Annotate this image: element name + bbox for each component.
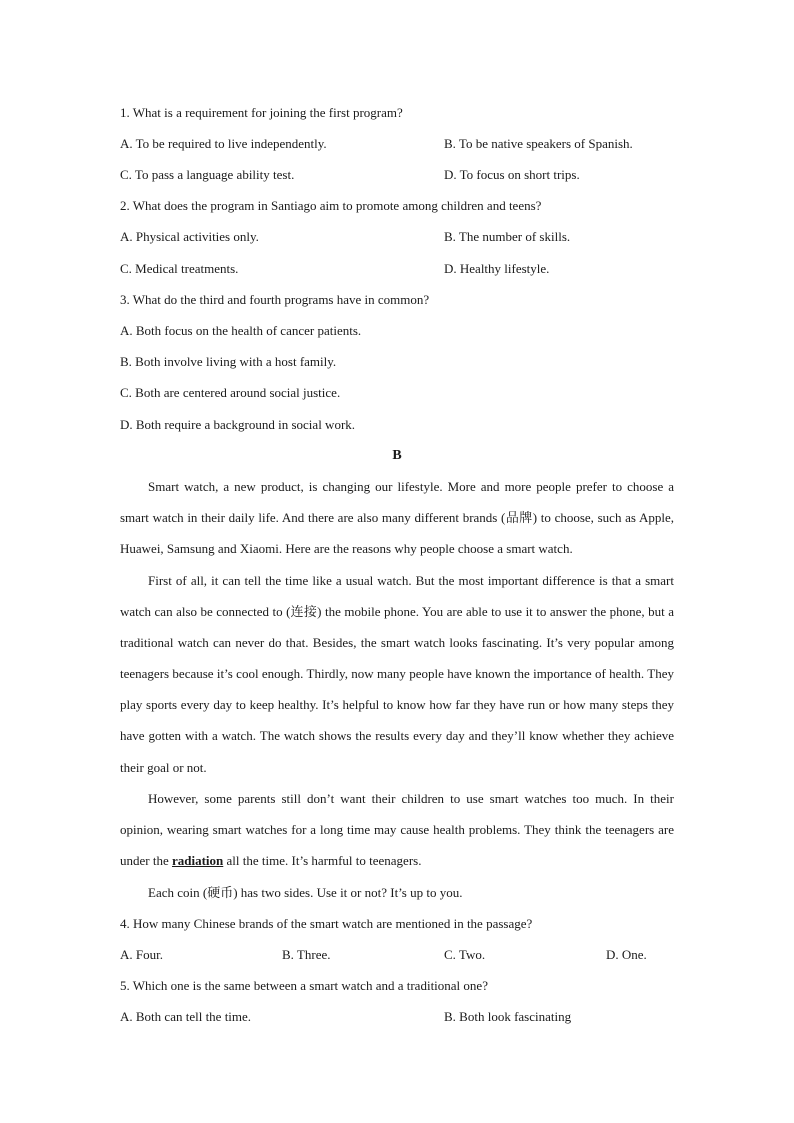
question-2-option-c: C. Medical treatments. (120, 261, 239, 276)
question-2-option-a: A. Physical activities only. (120, 229, 259, 244)
question-2-option-d: D. Healthy lifestyle. (444, 261, 550, 276)
question-1-option-c: C. To pass a language ability test. (120, 167, 295, 182)
question-1-stem: 1. What is a requirement for joining the first program? (120, 105, 403, 120)
paragraph-3-text-start: However, some parents still don’t want their children to use smart watches too much. In their opinion, wearing smart watches for a long time may cause health problems. They think the teenagers are under the (120, 791, 674, 869)
question-5-option-a: A. Both can tell the time. (120, 1009, 252, 1024)
section-heading: B (392, 448, 402, 463)
question-4-option-b: B. Three. (282, 947, 331, 962)
question-3-option-a: A. Both focus on the health of cancer patients. (120, 323, 362, 338)
highlighted-word: radiation (171, 853, 224, 869)
question-4-option-a: A. Four. (120, 947, 163, 962)
question-2-option-b: B. The number of skills. (444, 229, 571, 244)
passage-paragraph-3 (120, 783, 674, 876)
question-4-stem: 4. How many Chinese brands of the smart watch are mentioned in the passage? (120, 916, 533, 931)
question-3-option-b: B. Both involve living with a host family. (120, 354, 337, 369)
passage-paragraph-2: First of all, it can tell the time like a usual watch. But the most important difference is that a smart watch can also be connected to (连接) the mobile phone. You are able to use it to answer the phone, but a traditional watch can never do that. Besides, the smart watch looks fascinating. It’s very popular among teenagers because it’s cool enough. Thirdly, now many people have known the importance of health. They play sports every day to keep healthy. It’s helpful to know how far they have run or how many steps they have gotten with a watch. The watch shows the results every day and they’ll know whether they achieve their goal or not. (120, 573, 674, 775)
question-3-stem: 3. What do the third and fourth programs have in common? (120, 292, 430, 307)
question-1-option-d: D. To focus on short trips. (444, 167, 580, 182)
question-3-option-c: C. Both are centered around social justice. (120, 385, 341, 400)
question-5-option-b: B. Both look fascinating (444, 1009, 572, 1024)
passage-paragraph-4: Each coin (硬币) has two sides. Use it or not? It’s up to you. (148, 885, 463, 900)
question-2-stem: 2. What does the program in Santiago aim to promote among children and teens? (120, 198, 542, 213)
passage-paragraph-1: Smart watch, a new product, is changing our lifestyle. More and more people prefer to choose a smart watch in their daily life. And there are also many different brands (品牌) to choose, such as Apple, Huawei, Samsung and Xiaomi. Here are the reasons why people choose a smart watch. (120, 479, 674, 557)
question-3-option-d: D. Both require a background in social work. (120, 417, 356, 432)
question-4-option-c: C. Two. (444, 947, 486, 962)
question-1-option-a: A. To be required to live independently. (120, 136, 327, 151)
question-1-option-b: B. To be native speakers of Spanish. (444, 136, 633, 151)
question-5-stem: 5. Which one is the same between a smart watch and a traditional one? (120, 978, 488, 993)
question-4-option-d: D. One. (606, 947, 647, 962)
paragraph-3-text-end: all the time. It’s harmful to teenagers. (223, 853, 422, 869)
